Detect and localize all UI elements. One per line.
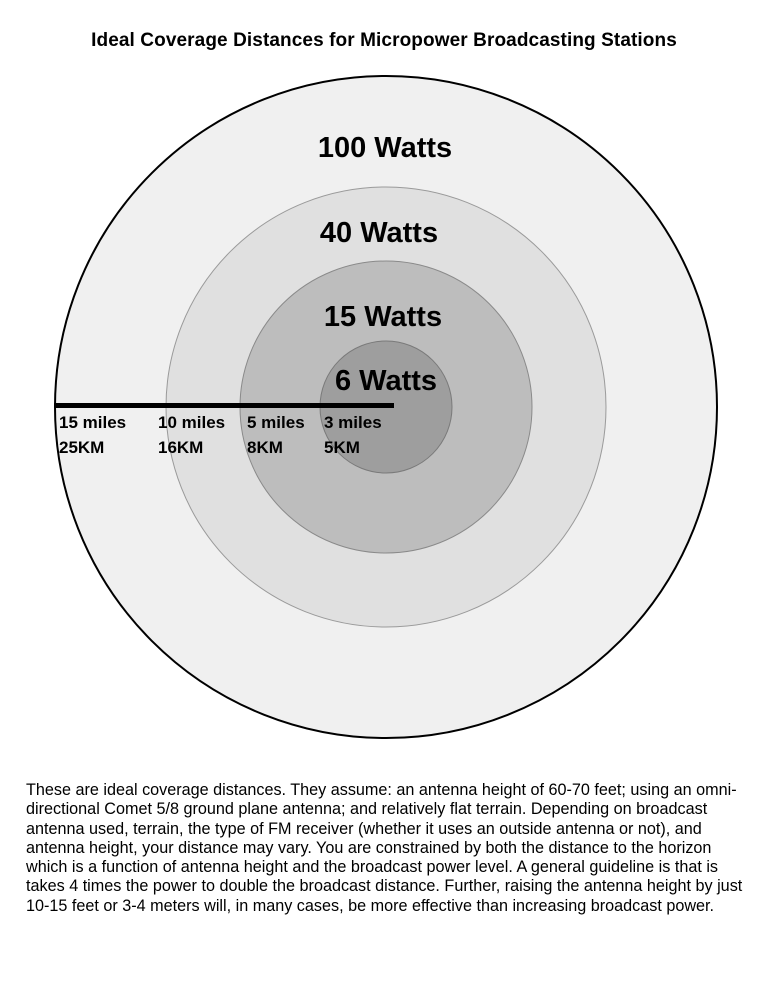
description-paragraph: These are ideal coverage distances. They assume: an antenna height of 60-70 feet; using an omni-directional Comet 5/8 ground plane antenna; and relatively flat terrain. Depending on broadcast antenna used, terrain, the type of FM receiver (whether it uses an outside antenna or not), and antenna height, your distance may vary. You are constrained by both the distance to the horizon which is a function of antenna height and the broadcast power level. A general guideline is that is takes 4 times the power to double the broadcast distance. Further, raising the antenna height by just 10-15 feet or 3-4 meters will, in many cases, be more effective than increasing broadcast power. <box>26 781 743 915</box>
ring-label-15-watts: 15 Watts <box>323 301 443 333</box>
distance-miles-40-watts: 10 miles <box>158 413 226 432</box>
distance-miles-15-watts: 5 miles <box>247 413 305 432</box>
ring-label-100-watts: 100 Watts <box>317 132 453 164</box>
ring-label-40-watts: 40 Watts <box>319 217 439 249</box>
distance-miles-6-watts: 3 miles <box>324 413 382 432</box>
distance-km-100-watts: 25KM <box>59 438 105 457</box>
diagram-title: Ideal Coverage Distances for Micropower Broadcasting Stations <box>91 30 677 51</box>
distance-km-6-watts: 5KM <box>324 438 360 457</box>
ring-label-6-watts: 6 Watts <box>334 365 438 397</box>
distance-miles-100-watts: 15 miles <box>59 413 127 432</box>
distance-km-15-watts: 8KM <box>247 438 283 457</box>
distance-km-40-watts: 16KM <box>158 438 204 457</box>
description-text <box>26 781 756 916</box>
